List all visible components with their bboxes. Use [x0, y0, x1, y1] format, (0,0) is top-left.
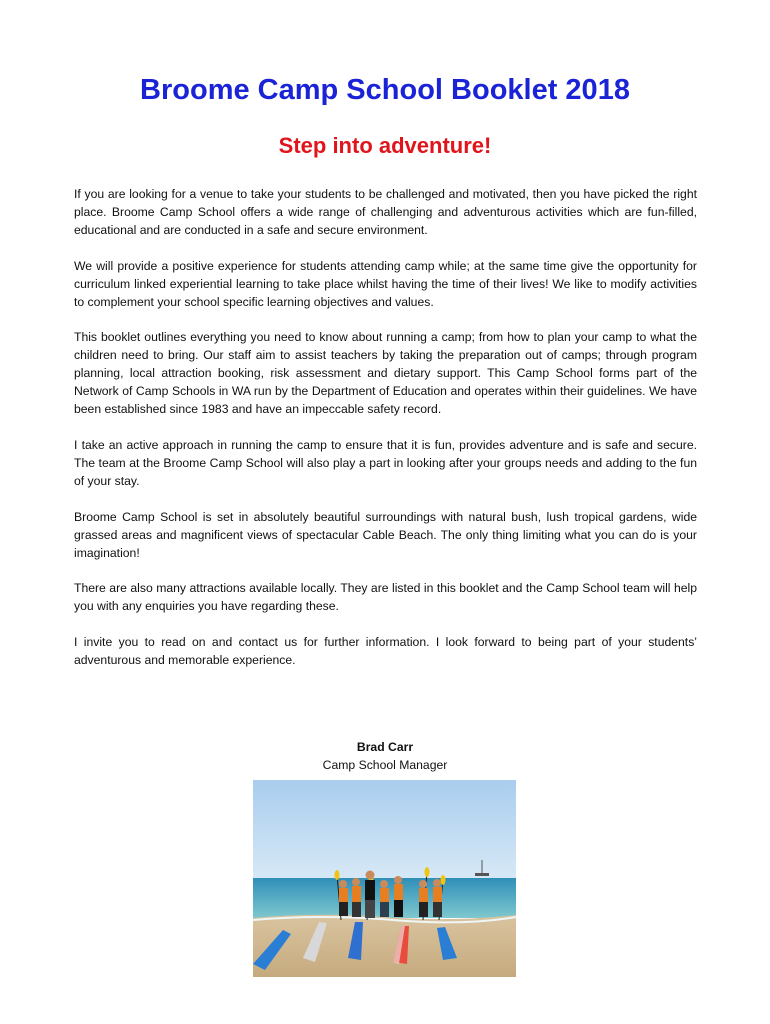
- page-subtitle: Step into adventure!: [278, 133, 492, 158]
- beach-kayak-group-photo: [253, 780, 516, 977]
- paragraph-booklet-outline: This booklet outlines everything you need to know about running a camp; from how to plan your camp to what the children need to bring. Our staff aim to assist teachers by taking the preparation out of camps; through program planning, local attraction booking, risk assessment and dietary support. This Camp School forms part of the Network of Camp Schools in WA run by the Department of Education and operates within their guidelines. We have been established since 1983 and have an impeccable safety record.: [74, 330, 697, 417]
- paragraph-surroundings: Broome Camp School is set in absolutely beautiful surroundings with natural bush, lush tropical gardens, wide grassed areas and magnificent views of spectacular Cable Beach. The only thing limiting what you can do is your imagination!: [74, 509, 697, 560]
- signature-name: Brad Carr: [356, 740, 414, 754]
- page-title: Broome Camp School Booklet 2018: [140, 74, 630, 106]
- paragraph-experience: We will provide a positive experience for students attending camp while; at the same time give the opportunity for curriculum linked experiential learning to take place whilst having the time of their lives! We like to modify activities to complement your school specific learning objectives and values.: [74, 258, 697, 309]
- paragraph-invitation: I invite you to read on and contact us for further information. I look forward to being part of your students’ adventurous and memorable experience.: [74, 635, 697, 668]
- signature-block: [0, 738, 770, 774]
- body-text: [74, 186, 697, 688]
- signature-role: Camp School Manager: [322, 758, 448, 772]
- paragraph-attractions: There are also many attractions available locally. They are listed in this booklet and the Camp School team will help you with any enquiries you have regarding these.: [74, 581, 697, 614]
- paragraph-intro: If you are looking for a venue to take your students to be challenged and motivated, then you have picked the right place. Broome Camp School offers a wide range of challenging and adventurous activities which are fun-filled, educational and are conducted in a safe and secure environment.: [74, 187, 697, 237]
- paragraph-approach: I take an active approach in running the camp to ensure that it is fun, provides adventure and is safe and secure. The team at the Broome Camp School will also play a part in looking after your groups needs and adding to the fun of your stay.: [74, 437, 697, 488]
